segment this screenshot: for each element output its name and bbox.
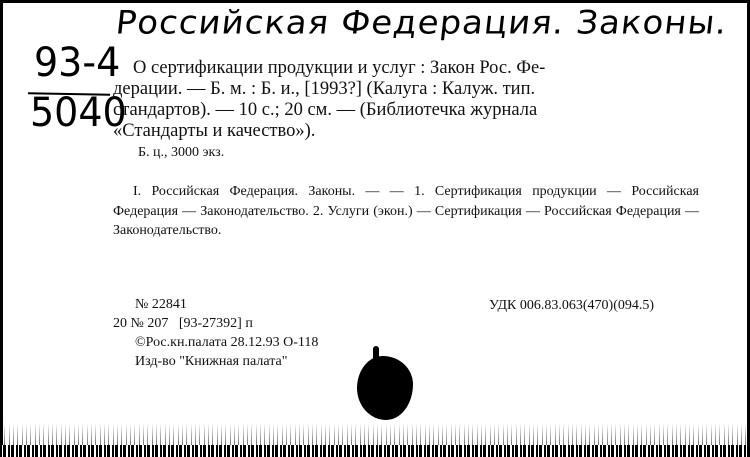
scan-noise-edge — [0, 445, 750, 457]
description-line: стандартов). — 10 с.; 20 см. — (Библиотечка журнала — [113, 100, 538, 120]
record-number: № 22841 — [135, 297, 187, 312]
card-top-edge — [0, 0, 750, 3]
handwritten-number-bottom: 5040 — [30, 90, 127, 136]
ink-blot — [357, 356, 413, 420]
copyright-line: ©Рос.кн.палата 28.12.93 О-118 — [135, 335, 319, 350]
description-line: дерации. — Б. м. : Б. и., [1993?] (Калуга : Калуж. тип. — [113, 79, 536, 99]
subject-headings: I. Российская Федерация. Законы. — — 1. Сертификация продукции — Российская Федерация — Законодательство. 2. Услуги (экон.) — Сертификация — Российская Федерация — Законодательство. — [113, 184, 699, 238]
registration-number: 20 № 207 [93-27392] п — [113, 316, 253, 331]
handwritten-heading: Российская Федерация. Законы. — [113, 4, 730, 42]
description-line: «Стандарты и качество»). — [113, 121, 316, 141]
udc-code: УДК 006.83.063(470)(094.5) — [489, 298, 655, 313]
handwritten-number-top: 93-4 — [34, 40, 121, 86]
description-line: О сертификации продукции и услуг : Закон Рос. Фе- — [133, 58, 546, 78]
bibliographic-description — [113, 58, 703, 142]
card-left-edge — [0, 0, 3, 457]
publisher-line: Изд-во "Книжная палата" — [135, 354, 288, 369]
price-and-print-run: Б. ц., 3000 экз. — [138, 145, 225, 160]
